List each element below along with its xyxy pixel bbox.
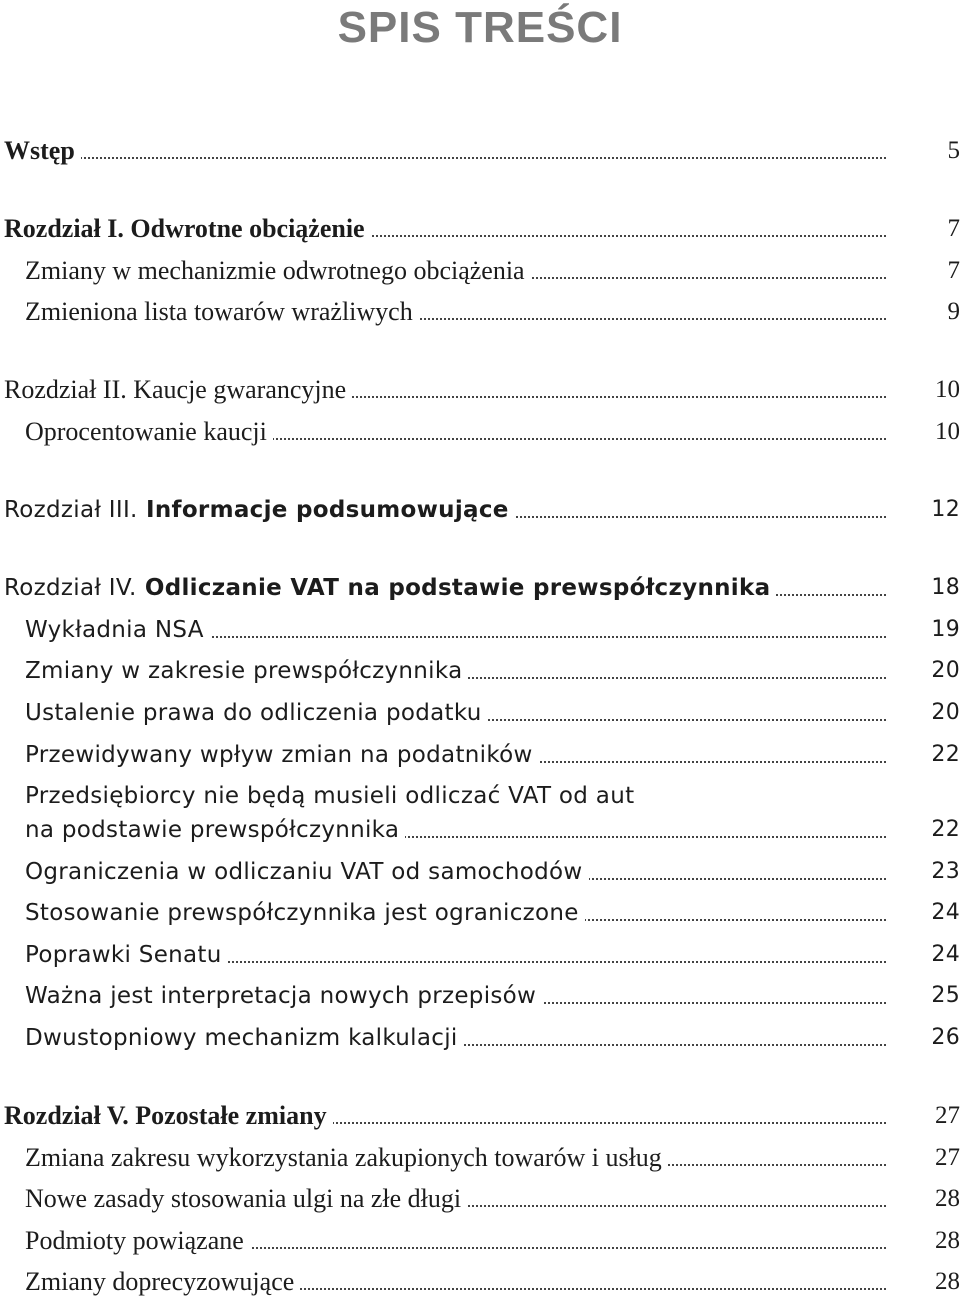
toc-entry-section[interactable] [25,1224,960,1258]
toc-entry-title: Zmiany w zakresie prewspółczynnika [25,654,468,688]
toc-entry-title [4,493,515,527]
toc-entry-chapter-5[interactable] [4,1099,960,1133]
toc-page-number: 27 [935,1144,960,1171]
toc-page-number: 7 [947,215,960,242]
toc-page-number: 19 [931,617,960,642]
toc-entry-title: Zmieniona lista towarów wrażliwych [25,295,419,329]
chapter-label: Rozdział IV. [4,575,137,601]
toc-page-number: 20 [931,658,960,683]
toc-entry-title: Oprocentowanie kaucji [25,415,273,449]
toc-entry-section[interactable] [25,1141,960,1175]
toc-entry-title: Dwustopniowy mechanizm kalkulacji [25,1021,464,1055]
toc-entry-section[interactable] [25,1265,960,1299]
toc-entry-section[interactable] [25,855,960,889]
toc-entry-title: Poprawki Senatu [25,938,228,972]
page-title: SPIS TREŚCI [337,3,623,52]
toc-page-number: 28 [935,1268,960,1295]
toc-entry-title: Podmioty powiązane [25,1224,250,1258]
toc-page-number: 23 [931,859,960,884]
toc-page-number: 10 [935,376,960,403]
toc-entry-title: Rozdział V. Pozostałe zmiany [4,1099,333,1133]
toc-entry-title-line-2: na podstawie prewspółczynnika [25,813,405,847]
toc-entry-section[interactable] [25,613,960,647]
toc-entry-title [4,571,776,605]
chapter-heading: Informacje podsumowujące [145,497,509,523]
toc-entry-title-line-1: Przedsiębiorcy nie będą musieli odliczać VAT od aut [25,783,635,809]
toc-page-number: 26 [931,1025,960,1050]
chapter-heading: Odliczanie VAT na podstawie prewspółczynnika [144,575,771,601]
toc-entry-section[interactable] [25,979,960,1013]
toc-entry-title: Ważna jest interpretacja nowych przepisów [25,979,542,1013]
toc-entry-title: Nowe zasady stosowania ulgi na złe długi [25,1182,467,1216]
toc-page-number: 28 [935,1185,960,1212]
toc-entry-section[interactable] [25,654,960,688]
toc-page-number: 28 [935,1227,960,1254]
toc-entry-title: Wstęp [4,134,81,168]
toc-entry-title: Stosowanie prewspółczynnika jest ograniczone [25,896,585,930]
toc-page-number: 25 [931,983,960,1008]
chapter-label: Rozdział III. [4,497,138,523]
toc-entry-section[interactable] [25,254,960,288]
toc-entry-section[interactable] [25,738,960,772]
toc-page-number: 22 [931,742,960,767]
toc-page-number: 9 [947,298,960,325]
toc-entry-chapter-4[interactable] [4,571,960,605]
toc-entry-section[interactable] [25,1021,960,1055]
toc-entry-section[interactable] [25,1182,960,1216]
toc-entry-section[interactable] [25,295,960,329]
toc-entry-title: Ustalenie prawa do odliczenia podatku [25,696,488,730]
toc-page-number: 24 [931,900,960,925]
dot-leader [4,157,886,159]
toc-entry-chapter-2[interactable] [4,373,960,407]
toc-entry-section[interactable] [25,415,960,449]
toc-entry-chapter-3[interactable] [4,493,960,527]
toc-entry-title: Rozdział I. Odwrotne obciążenie [4,212,371,246]
toc-page-number: 27 [935,1102,960,1129]
toc-page-number: 7 [947,257,960,284]
toc-entry-wstep[interactable] [4,134,960,168]
toc-entry-section[interactable] [25,813,960,847]
toc-entry-title: Zmiany w mechanizmie odwrotnego obciążenia [25,254,531,288]
toc-entry-chapter-1[interactable] [4,212,960,246]
toc-entry-section[interactable] [25,896,960,930]
toc-entry-title: Wykładnia NSA [25,613,210,647]
toc-page-number: 22 [931,817,960,842]
toc-entry-title: Ograniczenia w odliczaniu VAT od samochodów [25,855,589,889]
toc-page-number: 10 [935,418,960,445]
toc-entry-title: Rozdział II. Kaucje gwarancyjne [4,373,352,407]
toc-page-number: 24 [931,942,960,967]
toc-page-number: 12 [931,497,960,522]
toc-page-number: 20 [931,700,960,725]
toc-page-number: 5 [947,137,960,164]
toc-entry-section[interactable] [25,938,960,972]
toc-entry-title: Zmiana zakresu wykorzystania zakupionych towarów i usług [25,1141,668,1175]
toc-entry-title: Zmiany doprecyzowujące [25,1265,300,1299]
toc-entry-section[interactable] [25,696,960,730]
toc-entry-title: Przewidywany wpływ zmian na podatników [25,738,539,772]
toc-page-number: 18 [931,575,960,600]
